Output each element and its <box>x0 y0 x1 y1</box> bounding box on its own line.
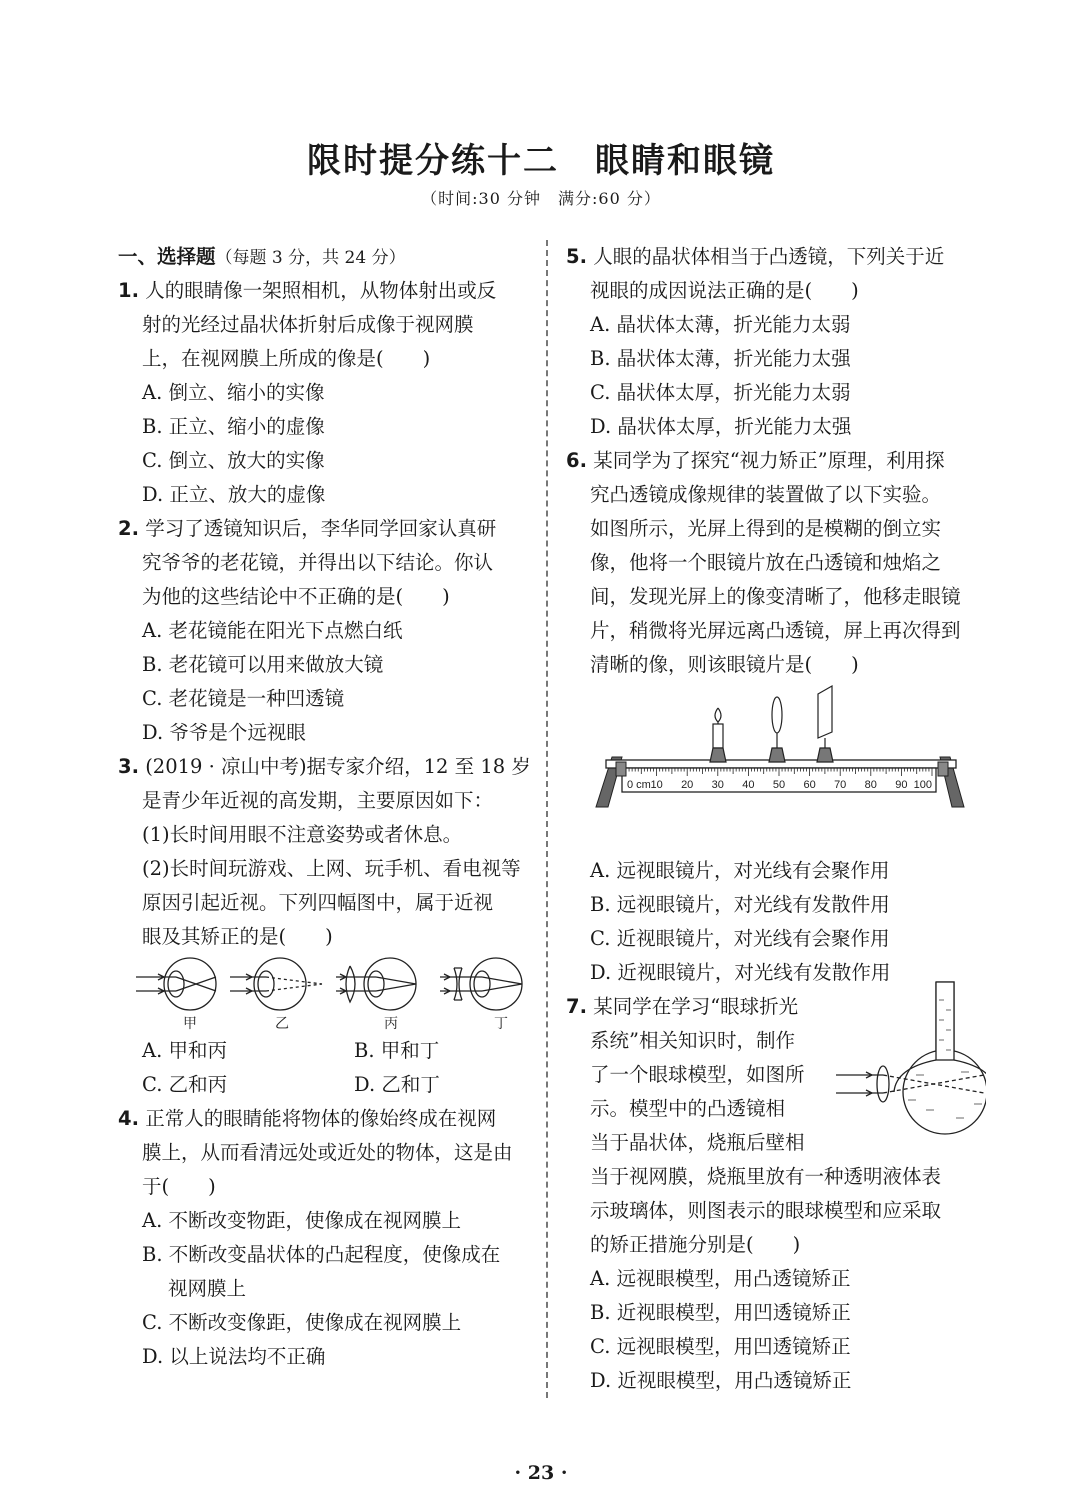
option-a: A. 远视眼模型，用凸透镜矫正 <box>590 1267 851 1290</box>
question-7-line: 系统”相关知识时，制作 <box>590 1029 795 1052</box>
eye-diagram-jia <box>136 958 216 1010</box>
question-7-block <box>566 990 980 1160</box>
option-b: B. 不断改变晶状体的凸起程度，使像成在 <box>142 1243 501 1266</box>
label-jia: 甲 <box>183 1015 197 1031</box>
eye-diagrams-figure <box>118 954 528 1034</box>
question-6-line: 片，稍微将光屏远离凸透镜，屏上再次得到 <box>590 619 961 642</box>
question-5-line: 5. 人眼的晶状体相当于凸透镜，下列关于近 <box>566 245 945 268</box>
option-d: D. 近视眼模型，用凸透镜矫正 <box>590 1369 852 1392</box>
question-6-line: 像，他将一个眼镜片放在凸透镜和烛焰之 <box>590 551 942 574</box>
page-subtitle: （时间:30 分钟 满分:60 分） <box>421 189 661 208</box>
ruler-tick-label: 20 <box>681 779 694 791</box>
option-a: A. 不断改变物距，使像成在视网膜上 <box>142 1209 461 1232</box>
question-3-line: (2)长时间玩游戏、上网、玩手机、看电视等 <box>142 857 521 880</box>
page-number: · 23 · <box>514 1462 568 1484</box>
label-ding: 丁 <box>494 1015 508 1031</box>
question-7-line: 示玻璃体，则图表示的眼球模型和应采取 <box>590 1199 942 1222</box>
ruler-tick-label: 100 <box>913 779 932 791</box>
question-2-line: 为他的这些结论中不正确的是( ) <box>142 585 450 608</box>
question-1-line: 上，在视网膜上所成的像是( ) <box>142 347 431 370</box>
question-1-line: 1. 人的眼睛像一架照相机，从物体射出或反 <box>118 279 497 302</box>
question-3-line: 3. (2019 · 凉山中考)据专家介绍，12 至 18 岁 <box>118 755 531 778</box>
column-divider <box>546 240 548 1398</box>
option-b: B. 正立、缩小的虚像 <box>142 415 325 438</box>
option-a: A. 倒立、缩小的实像 <box>142 381 325 404</box>
option-a: A. 老花镜能在阳光下点燃白纸 <box>142 619 403 642</box>
question-5-line: 视眼的成因说法正确的是( ) <box>590 279 859 302</box>
question-7-line: 了一个眼球模型，如图所 <box>590 1063 805 1086</box>
option-b: B. 近视眼模型，用凹透镜矫正 <box>590 1301 851 1324</box>
options-row-ab <box>118 1034 528 1068</box>
convex-lens <box>769 697 785 762</box>
question-3-line: (1)长时间用眼不注意姿势或者休息。 <box>142 823 463 846</box>
eye-model-figure <box>836 980 986 1140</box>
option-d: D. 晶状体太厚，折光能力太强 <box>590 415 852 438</box>
eye-diagram-bing <box>336 958 416 1010</box>
option-d: D. 乙和丁 <box>354 1073 440 1096</box>
label-bing: 丙 <box>384 1015 398 1031</box>
option-c: C. 倒立、放大的实像 <box>142 449 325 472</box>
option-b: B. 甲和丁 <box>354 1039 440 1062</box>
option-a: A. 晶状体太薄，折光能力太弱 <box>590 313 851 336</box>
question-3-line: 原因引起近视。下列四幅图中，属于近视 <box>142 891 494 914</box>
option-a: A. 远视眼镜片，对光线有会聚作用 <box>590 859 890 882</box>
option-c: C. 老花镜是一种凹透镜 <box>142 687 345 710</box>
ruler-tick-label: 90 <box>895 779 908 791</box>
option-c: C. 近视眼镜片，对光线有会聚作用 <box>590 927 890 950</box>
page-title: 限时提分练十二 眼睛和眼镜 <box>307 141 775 181</box>
question-4-line: 4. 正常人的眼睛能将物体的像始终成在视网 <box>118 1107 497 1130</box>
ruler-tick-label: 0 cm <box>627 779 651 791</box>
question-6-line: 如图所示，光屏上得到的是模糊的倒立实 <box>590 517 942 540</box>
ruler-tick-label: 60 <box>803 779 816 791</box>
ruler-tick-label: 80 <box>864 779 877 791</box>
question-2-line: 2. 学习了透镜知识后，李华同学回家认真研 <box>118 517 497 540</box>
eye-diagram-ding <box>440 958 522 1010</box>
option-a: A. 甲和丙 <box>142 1039 227 1062</box>
question-6-line: 究凸透镜成像规律的装置做了以下实验。 <box>590 483 942 506</box>
options-row-cd <box>118 1068 528 1102</box>
option-b: B. 远视眼镜片，对光线有发散件用 <box>590 893 890 916</box>
option-d: D. 正立、放大的虚像 <box>142 483 326 506</box>
option-d: D. 爷爷是个远视眼 <box>142 721 306 744</box>
option-c: C. 远视眼模型，用凹透镜矫正 <box>590 1335 851 1358</box>
option-c: C. 乙和丙 <box>142 1073 228 1096</box>
question-7-line: 7. 某同学在学习“眼球折光 <box>566 995 799 1018</box>
option-b-continued: 视网膜上 <box>168 1277 247 1300</box>
option-c: C. 晶状体太厚，折光能力太弱 <box>590 381 851 404</box>
question-3-line: 眼及其矫正的是( ) <box>142 925 333 948</box>
optical-bench-figure <box>566 682 980 854</box>
question-3-line: 是青少年近视的高发期，主要原因如下： <box>142 789 494 812</box>
eye-diagram-yi <box>230 958 322 1010</box>
question-4-line: 于( ) <box>142 1175 216 1198</box>
option-b: B. 老花镜可以用来做放大镜 <box>142 653 384 676</box>
light-screen <box>817 686 833 762</box>
section-heading: 一、选择题（每题 3 分，共 24 分） <box>118 245 406 268</box>
left-column <box>118 240 531 1374</box>
question-6-line: 6. 某同学为了探究“视力矫正”原理，利用探 <box>566 449 945 472</box>
question-7-line: 当于视网膜，烧瓶里放有一种透明液体表 <box>590 1165 942 1188</box>
option-b: B. 晶状体太薄，折光能力太强 <box>590 347 851 370</box>
label-yi: 乙 <box>275 1015 289 1031</box>
option-d: D. 以上说法均不正确 <box>142 1345 326 1368</box>
ruler-tick-label: 70 <box>834 779 847 791</box>
question-7-line: 的矫正措施分别是( ) <box>590 1233 801 1256</box>
question-6-line: 间，发现光屏上的像变清晰了，他移走眼镜 <box>590 585 961 608</box>
ruler-tick-label: 50 <box>772 779 786 791</box>
question-6-line: 清晰的像，则该眼镜片是( ) <box>590 653 859 676</box>
question-7-line: 示。模型中的凸透镜相 <box>590 1097 786 1120</box>
question-7-line: 当于晶状体，烧瓶后壁相 <box>590 1131 805 1154</box>
question-4-line: 膜上，从而看清远处或近处的物体，这是由 <box>142 1141 513 1164</box>
right-column <box>566 240 980 1398</box>
ruler-tick-label: 40 <box>742 779 755 791</box>
question-1-line: 射的光经过晶状体折射后成像于视网膜 <box>142 313 474 336</box>
ruler-tick-label: 10 <box>650 779 663 791</box>
ruler-tick-label: 30 <box>711 779 724 791</box>
option-c: C. 不断改变像距，使像成在视网膜上 <box>142 1311 462 1334</box>
option-d: D. 近视眼镜片，对光线有发散作用 <box>590 961 891 984</box>
question-2-line: 究爷爷的老花镜，并得出以下结论。你认 <box>142 551 494 574</box>
candle <box>710 708 726 762</box>
